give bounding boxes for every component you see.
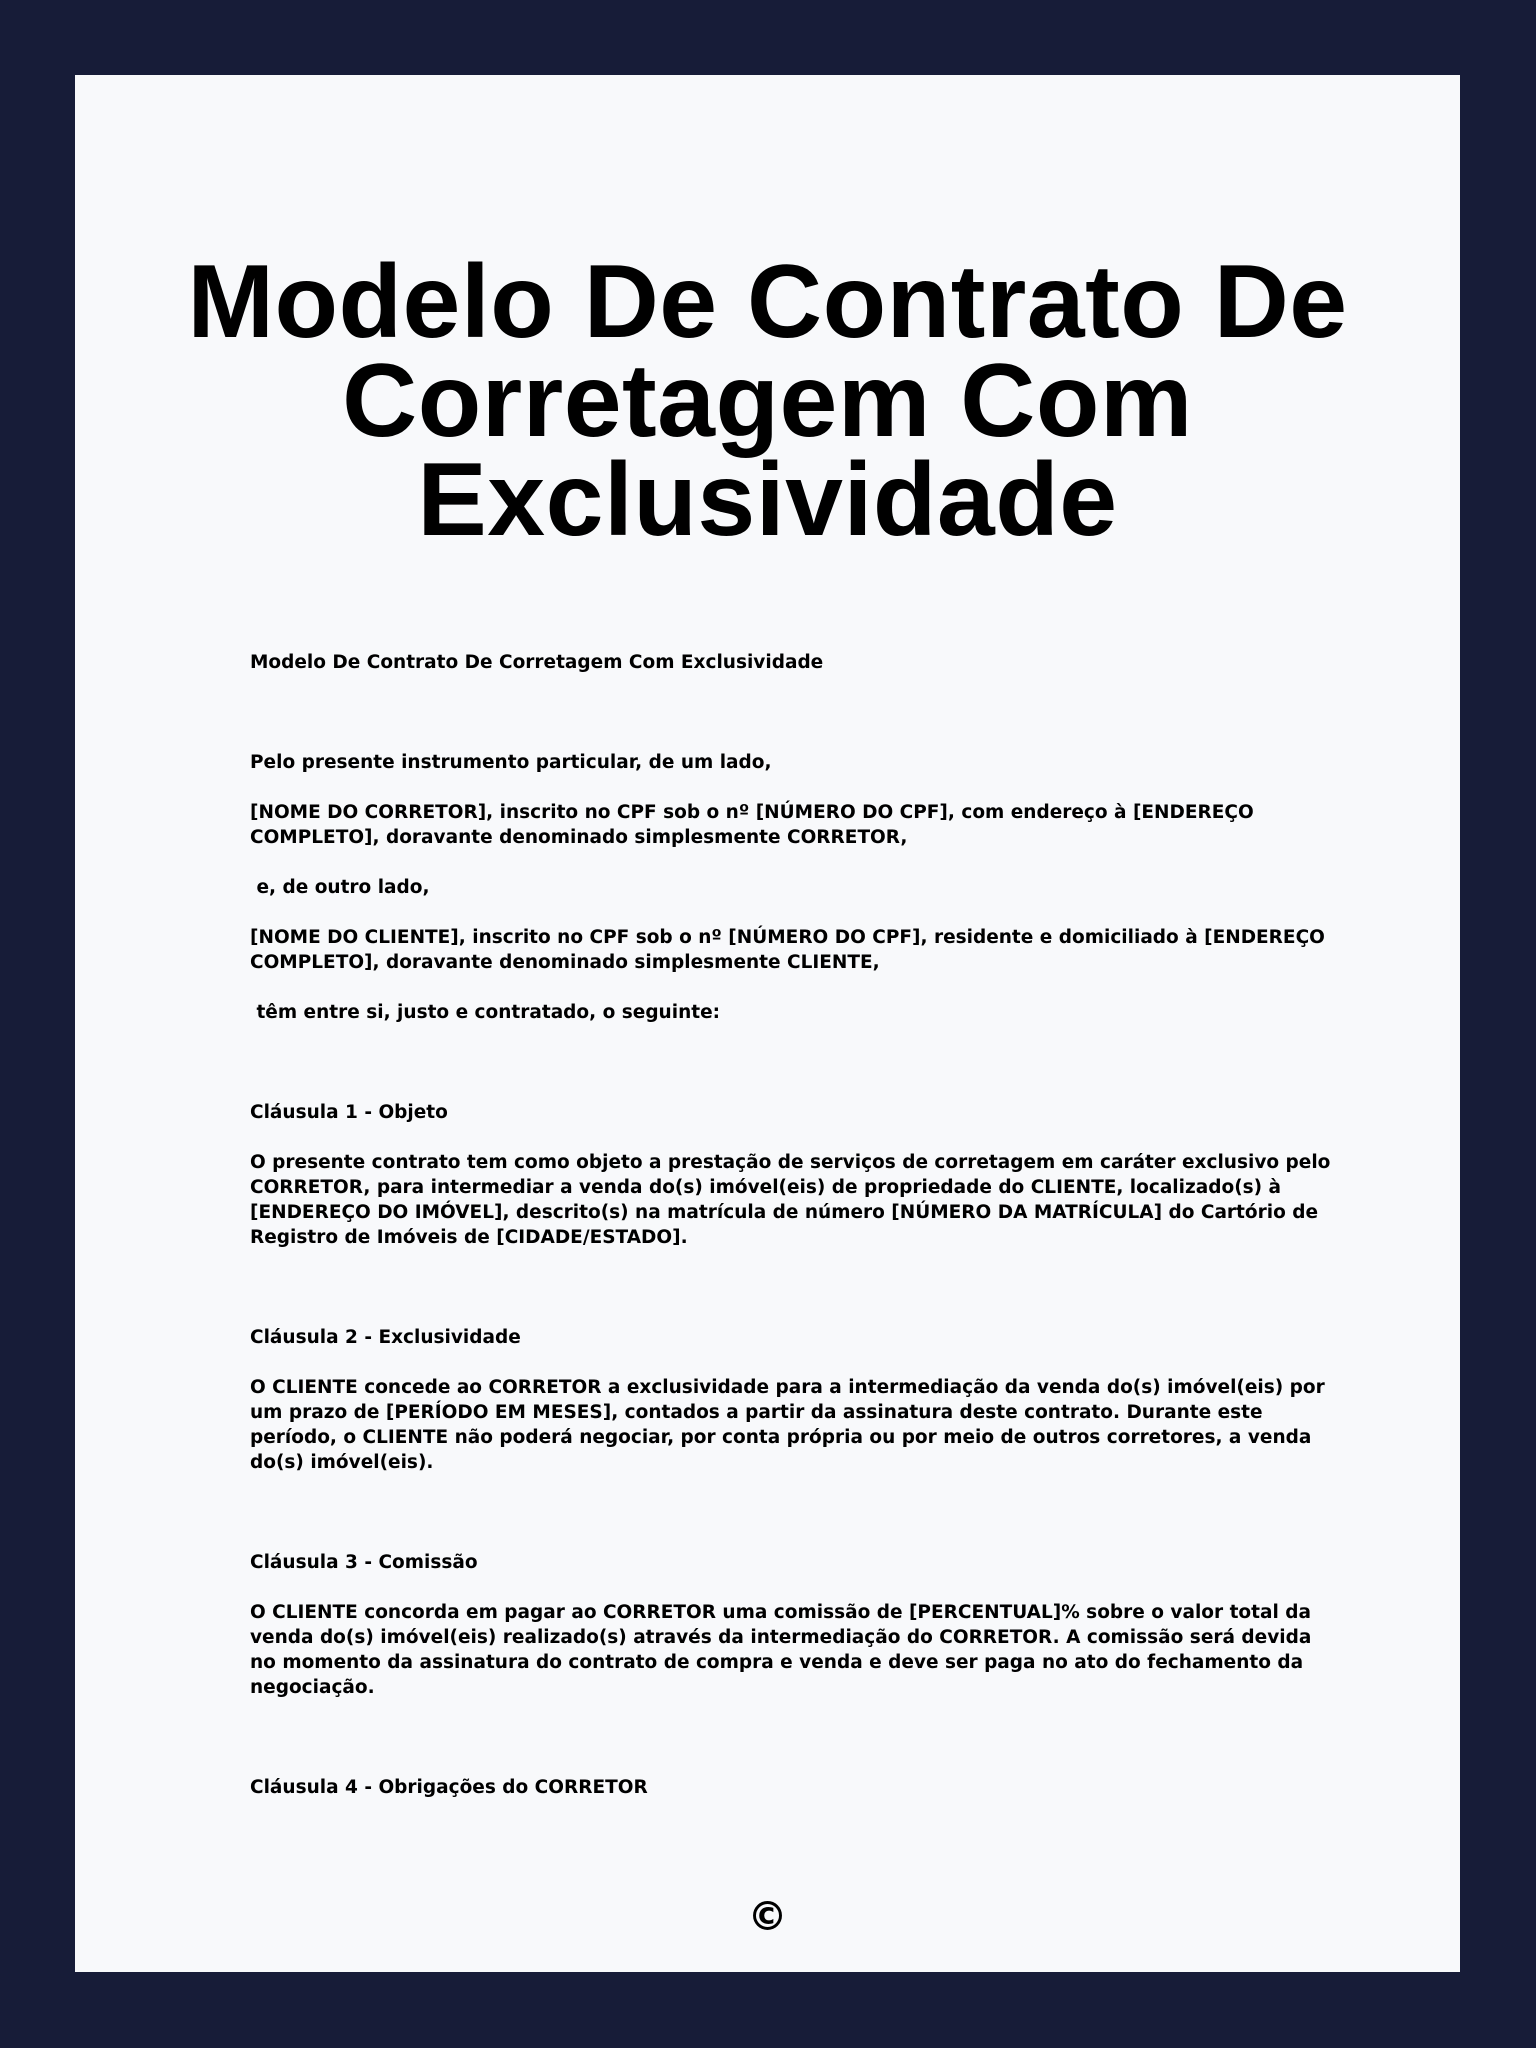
intro-paragraph: têm entre si, justo e contratado, o seguinte: bbox=[250, 1002, 721, 1023]
clause-body: O CLIENTE concede ao CORRETOR a exclusividade para a intermediação da venda do(s) imóvel(eis) por um prazo de [PERÍODO EM MESES], contados a partir da assinatura deste contrato. Durante este período, o CLIENTE não poderá negociar, por conta própria ou por meio de outros corretores, a venda do(s) imóvel(eis). bbox=[250, 1377, 1332, 1473]
clause-heading: Cláusula 1 - Objeto bbox=[250, 1102, 448, 1123]
intro-paragraph: [NOME DO CORRETOR], inscrito no CPF sob o nº [NÚMERO DO CPF], com endereço à [ENDEREÇO COMPLETO], doravante denominado simplesmente CORRETOR, bbox=[250, 802, 1261, 848]
document-subtitle: Modelo De Contrato De Corretagem Com Exclusividade bbox=[250, 652, 824, 673]
clause-heading: Cláusula 4 - Obrigações do CORRETOR bbox=[250, 1777, 648, 1798]
clause-heading: Cláusula 3 - Comissão bbox=[250, 1552, 478, 1573]
copyright-icon: © bbox=[747, 1894, 788, 1940]
document-page bbox=[75, 75, 1460, 1972]
clause-body: O CLIENTE concorda em pagar ao CORRETOR uma comissão de [PERCENTUAL]% sobre o valor total da venda do(s) imóvel(eis) realizado(s) através da intermediação do CORRETOR. A comissão será devida no momento da assinatura do contrato de compra e venda e deve ser paga no ato do fechamento da negociação. bbox=[250, 1602, 1318, 1698]
intro-paragraph: [NOME DO CLIENTE], inscrito no CPF sob o nº [NÚMERO DO CPF], residente e domiciliado à [ENDEREÇO COMPLETO], doravante denominado simplesmente CLIENTE, bbox=[250, 927, 1332, 973]
clause-heading: Cláusula 2 - Exclusividade bbox=[250, 1327, 521, 1348]
intro-paragraph: e, de outro lado, bbox=[250, 877, 430, 898]
document-title: Modelo De Contrato De Corretagem Com Exclusividade bbox=[187, 244, 1348, 558]
intro-paragraph: Pelo presente instrumento particular, de um lado, bbox=[250, 752, 772, 773]
clause-body: O presente contrato tem como objeto a prestação de serviços de corretagem em caráter exclusivo pelo CORRETOR, para intermediar a venda do(s) imóvel(eis) de propriedade do CLIENTE, localizado(s) à [ENDEREÇO DO IMÓVEL], descrito(s) na matrícula de número [NÚMERO DA MATRÍCULA] do Cartório de Registro de Imóveis de [CIDADE/ESTADO]. bbox=[250, 1152, 1337, 1248]
document-body bbox=[250, 650, 1340, 1800]
